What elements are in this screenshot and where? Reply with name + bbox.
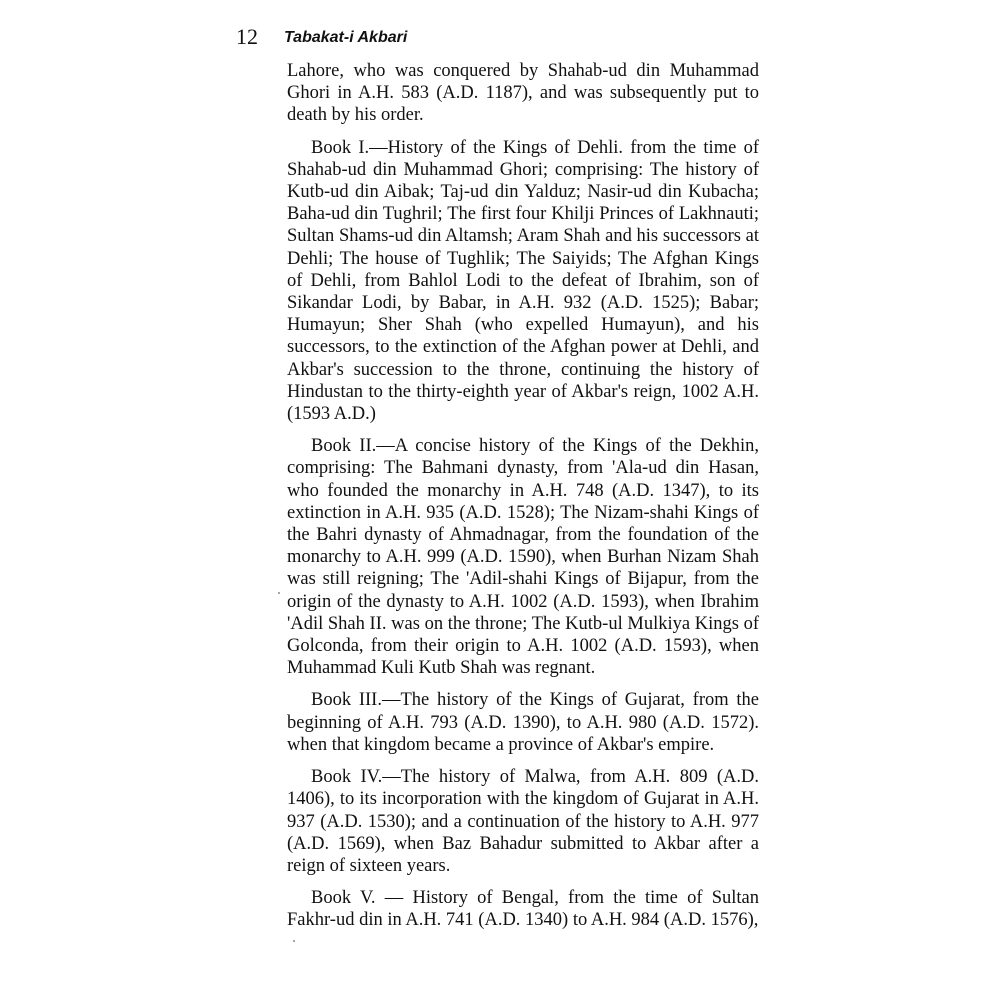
paragraph-book-2: Book II.—A concise history of the Kings of the Dekhin, comprising: The Bahmani dynasty, from 'Ala-ud din Hasan, who founded the monarchy in A.H. 748 (A.D. 1347), to its extinction in A.H. 935 (A.D. 1528); The Nizam-shahi Kings of the Bahri dynasty of Ahmadnagar, from the foundation of the monarchy to A.H. 999 (A.D. 1590), when Burhan Nizam Shah was still reigning; The 'Adil-shahi Kings of Bijapur, from the origin of the dynasty to A.H. 1002 (A.D. 1593), when Ibrahim 'Adil Shah II. was on the throne; The Kutb-ul Mulkiya Kings of Golconda, from their origin to A.H. 1002 (A.D. 1593), when Muhammad Kuli Kutb Shah was regnant. (287, 436, 759, 679)
paragraph-book-4: Book IV.—The history of Malwa, from A.H. 809 (A.D. 1406), to its incorporation with the kingdom of Gujarat in A.H. 937 (A.D. 1530); and a continuation of the history to A.H. 977 (A.D. 1569), when Baz Bahadur submitted to Akbar after a reign of sixteen years. (287, 767, 759, 876)
paragraph-book-5: Book V. — History of Bengal, from the time of Sultan Fakhr-ud din in A.H. 741 (A.D. 1340) to A.H. 984 (A.D. 1576), (287, 888, 759, 931)
running-title: Tabakat-i Akbari (284, 29, 408, 46)
body-text (287, 60, 759, 932)
page-header (236, 22, 756, 52)
paragraph-continuation: Lahore, who was conquered by Shahab-ud din Muhammad Ghori in A.H. 583 (A.D. 1187), and was subsequently put to death by his order. (287, 61, 759, 126)
page-number: 12 (236, 24, 258, 49)
scan-speck (278, 592, 280, 594)
scan-speck (293, 940, 295, 942)
paragraph-book-1: Book I.—History of the Kings of Dehli. from the time of Shahab-ud din Muhammad Ghori; comprising: The history of Kutb-ud din Aibak; Taj-ud din Yalduz; Nasir-ud din Kubacha; Baha-ud din Tughril; The first four Khilji Princes of Lakhnauti; Sultan Shams-ud din Altamsh; Aram Shah and his successors at Dehli; The house of Tughlik; The Saiyids; The Afghan Kings of Dehli, from Bahlol Lodi to the defeat of Ibrahim, son of Sikandar Lodi, by Babar, in A.H. 932 (A.D. 1525); Babar; Humayun; Sher Shah (who expelled Humayun), and his successors, to the extinction of the Afghan power at Dehli, and Akbar's succession to the throne, continuing the history of Hindustan to the thirty-eighth year of Akbar's reign, 1002 A.H. (1593 A.D.) (287, 137, 759, 425)
paragraph-book-3: Book III.—The history of the Kings of Gujarat, from the beginning of A.H. 793 (A.D. 1390), to A.H. 980 (A.D. 1572). when that kingdom became a province of Akbar's empire. (287, 690, 759, 755)
